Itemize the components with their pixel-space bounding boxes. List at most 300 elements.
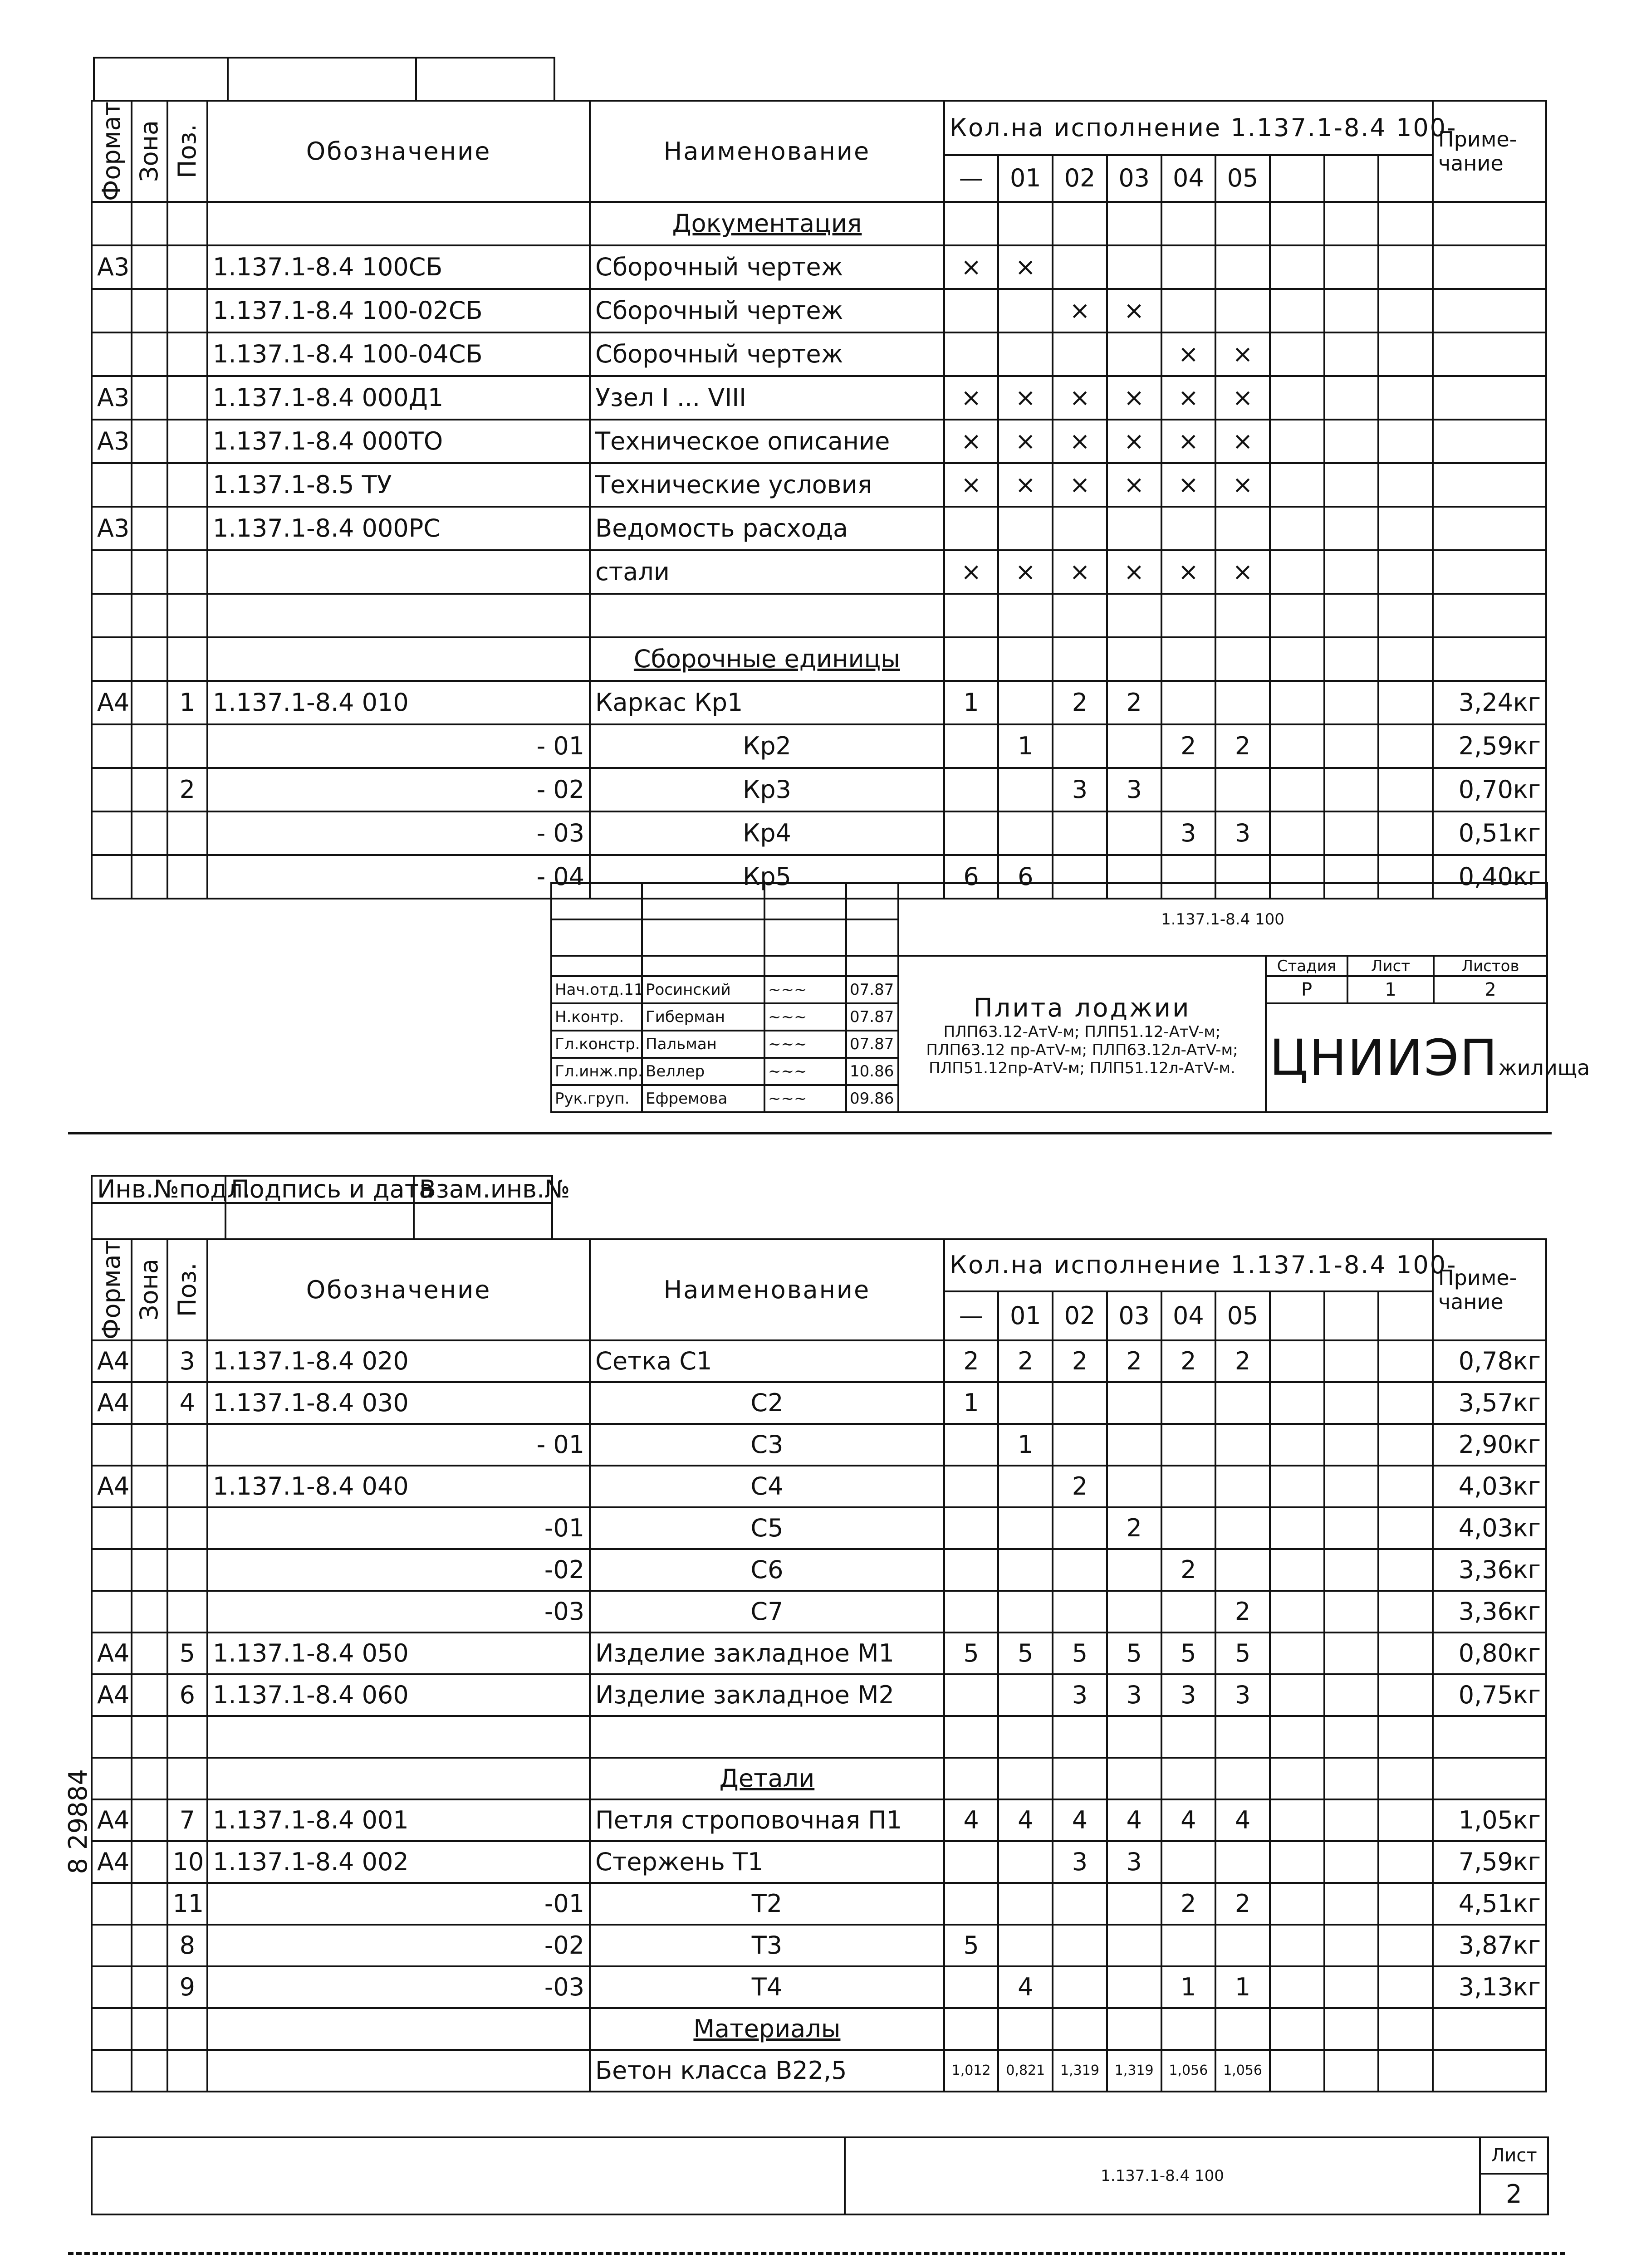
cell-zone — [132, 681, 167, 724]
cell-qty: 4 — [1161, 1799, 1216, 1841]
table-row — [92, 1716, 1546, 1758]
cell-qty: 1 — [998, 724, 1053, 768]
cell-note: 4,03кг — [1433, 1507, 1546, 1549]
cell-qty — [1324, 1841, 1379, 1883]
cell-name: Сборочный чертеж — [590, 289, 944, 332]
cell-note — [1433, 594, 1546, 637]
cell-note — [1433, 332, 1546, 376]
cell-qty — [998, 681, 1053, 724]
cell-pos — [167, 2008, 207, 2050]
section-row — [92, 1758, 1546, 1799]
cell-name: С7 — [590, 1591, 944, 1633]
cell-name: С4 — [590, 1466, 944, 1507]
stamp-date: 10.86 — [846, 1058, 898, 1085]
cell-qty — [1161, 1424, 1216, 1466]
cell-qty — [1324, 1424, 1379, 1466]
cell-note: 0,40кг — [1433, 855, 1546, 899]
table-row — [92, 1841, 1546, 1883]
cell-zone — [132, 1966, 167, 2008]
cell-note: 4,03кг — [1433, 1466, 1546, 1507]
cell-qty — [1324, 1382, 1379, 1424]
cell-qty: × — [1107, 376, 1161, 420]
cell-qty — [1053, 1925, 1107, 1966]
cell-qty — [1107, 1591, 1161, 1633]
side-archive-number: 8 29884 — [64, 1769, 93, 1874]
cell-name: Т4 — [590, 1966, 944, 2008]
cell-qty: 2 — [1215, 1340, 1270, 1382]
cell-qty — [1378, 637, 1433, 681]
cell-qty — [1324, 637, 1379, 681]
cell-qty — [1324, 594, 1379, 637]
cell-note — [1433, 550, 1546, 594]
cell-qty — [1107, 1424, 1161, 1466]
cell-qty: × — [1053, 463, 1107, 507]
cell-pos — [167, 376, 207, 420]
cell-qty — [1378, 681, 1433, 724]
table-row — [92, 332, 1546, 376]
cell-qty — [1378, 289, 1433, 332]
cell-qty — [1161, 1841, 1216, 1883]
cell-qty — [998, 1507, 1053, 1549]
cell-qty — [998, 1466, 1053, 1507]
header-format: Формат — [92, 101, 132, 202]
cell-designation: 1.137.1-8.4 100-04СБ — [207, 332, 590, 376]
cell-name: Стержень Т1 — [590, 1841, 944, 1883]
cell-qty: 5 — [1161, 1633, 1216, 1674]
cell-note — [1433, 420, 1546, 463]
cell-qty — [1270, 1966, 1324, 2008]
cell-qty — [1270, 289, 1324, 332]
cell-qty — [1270, 1674, 1324, 1716]
cell-designation: 1.137.1-8.4 100-02СБ — [207, 289, 590, 332]
cell-qty — [1215, 507, 1270, 550]
table-row — [92, 681, 1546, 724]
cell-format: А3 — [92, 376, 132, 420]
cell-qty — [944, 1591, 999, 1633]
cell-designation: 1.137.1-8.4 030 — [207, 1382, 590, 1424]
cell-qty — [1324, 1633, 1379, 1674]
cell-qty — [1053, 1883, 1107, 1925]
cell-zone — [132, 507, 167, 550]
stamp-person: Веллер — [642, 1058, 764, 1085]
stamp-title: Плита лоджии — [973, 993, 1191, 1023]
cell-qty: × — [944, 550, 999, 594]
cell-qty: 3 — [1053, 768, 1107, 811]
cell-format — [92, 1758, 132, 1799]
cell-qty — [1378, 1883, 1433, 1925]
cell-qty: 4 — [944, 1799, 999, 1841]
cell-qty — [1324, 463, 1379, 507]
header-format: Формат — [92, 1239, 132, 1340]
header-designation: Обозначение — [207, 1239, 590, 1340]
cell-qty — [944, 1841, 999, 1883]
cell-designation: 1.137.1-8.4 050 — [207, 1633, 590, 1674]
stamp-person: Пальман — [642, 1031, 764, 1058]
cell-format — [92, 1549, 132, 1591]
cell-name: Сборочный чертеж — [590, 245, 944, 289]
cell-qty — [1378, 594, 1433, 637]
cell-qty — [998, 1758, 1053, 1799]
cell-qty: × — [1161, 550, 1216, 594]
cell-qty — [998, 1841, 1053, 1883]
cell-qty — [1378, 1716, 1433, 1758]
cell-format: А3 — [92, 245, 132, 289]
cell-qty — [944, 811, 999, 855]
cell-qty — [1324, 1883, 1379, 1925]
cell-qty — [1107, 724, 1161, 768]
cell-format — [92, 811, 132, 855]
cell-name: Кр2 — [590, 724, 944, 768]
stamp-date: 07.87 — [846, 1031, 898, 1058]
stamp-role: Гл.констр. — [551, 1031, 642, 1058]
cell-qty — [1378, 1549, 1433, 1591]
table-row — [92, 376, 1546, 420]
cell-qty: × — [1215, 463, 1270, 507]
cell-zone — [132, 1424, 167, 1466]
qty-column-header — [1324, 155, 1379, 202]
cell-qty — [1107, 1966, 1161, 2008]
cell-pos — [167, 202, 207, 245]
cell-format — [92, 2050, 132, 2092]
cell-qty — [1215, 1841, 1270, 1883]
cell-designation: 1.137.1-8.4 001 — [207, 1799, 590, 1841]
qty-column-header: 02 — [1053, 1291, 1107, 1341]
cell-qty — [1161, 245, 1216, 289]
cell-qty — [944, 289, 999, 332]
table-row — [92, 768, 1546, 811]
cell-qty: × — [1161, 463, 1216, 507]
cell-pos — [167, 594, 207, 637]
cell-qty — [1324, 202, 1379, 245]
cell-qty — [1107, 811, 1161, 855]
cell-qty — [1378, 2050, 1433, 2092]
cell-qty — [1053, 2008, 1107, 2050]
cell-qty — [1270, 507, 1324, 550]
cell-qty — [944, 1883, 999, 1925]
cell-qty — [1324, 1674, 1379, 1716]
table-row — [92, 507, 1546, 550]
cell-qty — [1378, 202, 1433, 245]
cell-designation — [207, 637, 590, 681]
table-row — [92, 289, 1546, 332]
cell-qty — [1270, 1591, 1324, 1633]
cell-qty — [1270, 202, 1324, 245]
cell-qty — [1324, 420, 1379, 463]
cell-designation — [207, 550, 590, 594]
cell-qty: × — [1161, 420, 1216, 463]
sheet2-sheet-number: 2 — [1480, 2174, 1548, 2214]
cell-qty — [1270, 681, 1324, 724]
cell-qty — [1053, 1966, 1107, 2008]
cell-format — [92, 1424, 132, 1466]
cell-zone — [132, 376, 167, 420]
cell-qty — [1161, 681, 1216, 724]
cell-name — [590, 1716, 944, 1758]
cell-qty: 3 — [1053, 1841, 1107, 1883]
cell-qty — [1378, 1633, 1433, 1674]
cell-qty: 3 — [1107, 1674, 1161, 1716]
sheet2-bottom-line — [68, 2252, 1565, 2255]
qty-column-header: 05 — [1215, 1291, 1270, 1341]
cell-note: 3,36кг — [1433, 1591, 1546, 1633]
cell-qty: 2 — [1215, 1591, 1270, 1633]
cell-pos — [167, 507, 207, 550]
cell-qty — [1053, 1758, 1107, 1799]
cell-qty: 2 — [1107, 681, 1161, 724]
cell-qty — [1378, 420, 1433, 463]
cell-qty — [1378, 1507, 1433, 1549]
cell-qty — [1270, 1925, 1324, 1966]
cell-format — [92, 724, 132, 768]
cell-note: 2,59кг — [1433, 724, 1546, 768]
sheet2-inv-stub — [91, 1175, 570, 1240]
section-title: Детали — [590, 1758, 944, 1799]
cell-qty — [1324, 2050, 1379, 2092]
cell-qty: 4 — [1215, 1799, 1270, 1841]
cell-qty — [1215, 1507, 1270, 1549]
cell-zone — [132, 1549, 167, 1591]
cell-designation: - 01 — [207, 1424, 590, 1466]
cell-zone — [132, 768, 167, 811]
cell-qty: × — [1053, 420, 1107, 463]
cell-qty: × — [998, 376, 1053, 420]
cell-qty — [1324, 2008, 1379, 2050]
cell-qty — [944, 1424, 999, 1466]
cell-qty: 2 — [998, 1340, 1053, 1382]
cell-designation: - 03 — [207, 811, 590, 855]
cell-qty — [1270, 245, 1324, 289]
cell-zone — [132, 1633, 167, 1674]
cell-qty — [1270, 1424, 1324, 1466]
cell-qty: × — [1161, 376, 1216, 420]
cell-designation: -02 — [207, 1925, 590, 1966]
cell-qty — [1378, 1841, 1433, 1883]
cell-qty — [1270, 1841, 1324, 1883]
cell-note — [1433, 507, 1546, 550]
cell-qty: 3 — [1161, 1674, 1216, 1716]
cell-qty — [944, 1674, 999, 1716]
cell-qty — [1107, 1466, 1161, 1507]
cell-name: Т3 — [590, 1925, 944, 1966]
cell-format: А3 — [92, 420, 132, 463]
header-designation: Обозначение — [207, 101, 590, 202]
cell-qty — [1107, 637, 1161, 681]
cell-zone — [132, 637, 167, 681]
table-row — [92, 550, 1546, 594]
cell-qty — [1107, 1549, 1161, 1591]
cell-qty: × — [944, 376, 999, 420]
cell-qty — [1270, 1466, 1324, 1507]
cell-zone — [132, 1799, 167, 1841]
cell-name: С2 — [590, 1382, 944, 1424]
cell-qty — [1161, 1507, 1216, 1549]
inv-label: Подпись и дата — [225, 1176, 414, 1203]
qty-column-header — [1324, 1291, 1379, 1341]
cell-zone — [132, 1466, 167, 1507]
cell-qty — [1324, 811, 1379, 855]
cell-designation — [207, 1758, 590, 1799]
table-row — [92, 463, 1546, 507]
sheet1-top-stub — [93, 57, 555, 102]
cell-name: С5 — [590, 1507, 944, 1549]
cell-qty: 2 — [1161, 1549, 1216, 1591]
cell-qty — [1053, 507, 1107, 550]
table-row — [92, 1883, 1546, 1925]
cell-qty: 1,056 — [1215, 2050, 1270, 2092]
cell-qty — [1053, 1591, 1107, 1633]
cell-format: А4 — [92, 1382, 132, 1424]
cell-qty — [1053, 1424, 1107, 1466]
qty-column-header: — — [944, 155, 999, 202]
cell-zone — [132, 202, 167, 245]
cell-note: 0,80кг — [1433, 1633, 1546, 1674]
stamp-date: 09.86 — [846, 1085, 898, 1112]
qty-column-header: 03 — [1107, 155, 1161, 202]
cell-zone — [132, 550, 167, 594]
cell-pos — [167, 420, 207, 463]
cell-designation: - 04 — [207, 855, 590, 899]
cell-qty — [1161, 1382, 1216, 1424]
cell-qty — [1161, 1466, 1216, 1507]
cell-qty — [1107, 1925, 1161, 1966]
cell-qty: 0,821 — [998, 2050, 1053, 2092]
stamp-person: Ефремова — [642, 1085, 764, 1112]
cell-qty: 1 — [1215, 1966, 1270, 2008]
table-row — [92, 811, 1546, 855]
stamp-stage: Р — [1266, 976, 1347, 1003]
cell-qty: × — [944, 420, 999, 463]
stamp-subtitle-3: ПЛП51.12пр-АтV-м; ПЛП51.12л-АтV-м. — [929, 1059, 1235, 1077]
cell-designation — [207, 1716, 590, 1758]
stamp-date: 07.87 — [846, 976, 898, 1003]
cell-zone — [132, 2050, 167, 2092]
cell-qty — [1378, 463, 1433, 507]
table-row — [92, 1340, 1546, 1382]
cell-qty — [998, 1674, 1053, 1716]
cell-zone — [132, 1841, 167, 1883]
cell-qty — [1324, 1591, 1379, 1633]
cell-name: Техническое описание — [590, 420, 944, 463]
cell-note: 7,59кг — [1433, 1841, 1546, 1883]
cell-designation: 1.137.1-8.4 020 — [207, 1340, 590, 1382]
cell-qty — [1215, 1716, 1270, 1758]
stamp-stage-label: Стадия — [1266, 956, 1347, 976]
cell-name: Сборочный чертеж — [590, 332, 944, 376]
cell-format: А4 — [92, 1340, 132, 1382]
cell-designation: 1.137.1-8.4 000ТО — [207, 420, 590, 463]
cell-pos: 4 — [167, 1382, 207, 1424]
cell-qty — [998, 768, 1053, 811]
cell-qty — [944, 1466, 999, 1507]
table-row — [92, 1591, 1546, 1633]
qty-column-header: 04 — [1161, 155, 1216, 202]
cell-format — [92, 289, 132, 332]
cell-pos: 3 — [167, 1340, 207, 1382]
cell-format — [92, 1716, 132, 1758]
cell-qty — [1053, 811, 1107, 855]
cell-qty — [1161, 1925, 1216, 1966]
cell-name: Кр3 — [590, 768, 944, 811]
cell-qty — [944, 1507, 999, 1549]
qty-column-header: 01 — [998, 155, 1053, 202]
cell-zone — [132, 1716, 167, 1758]
cell-zone — [132, 1883, 167, 1925]
cell-designation: 1.137.1-8.4 010 — [207, 681, 590, 724]
cell-qty — [1107, 594, 1161, 637]
cell-name: Кр5 — [590, 855, 944, 899]
cell-qty — [944, 332, 999, 376]
cell-format — [92, 1883, 132, 1925]
cell-qty: 3 — [1107, 1841, 1161, 1883]
cell-qty — [998, 1382, 1053, 1424]
cell-qty: 1,056 — [1161, 2050, 1216, 2092]
cell-pos — [167, 1466, 207, 1507]
cell-qty: 5 — [998, 1633, 1053, 1674]
stamp-sheets: 2 — [1434, 976, 1547, 1003]
cell-designation: -01 — [207, 1507, 590, 1549]
cell-zone — [132, 594, 167, 637]
cell-designation: - 01 — [207, 724, 590, 768]
cell-zone — [132, 1591, 167, 1633]
cell-qty — [1270, 2050, 1324, 2092]
cell-qty: 1,012 — [944, 2050, 999, 2092]
cell-qty — [1378, 550, 1433, 594]
cell-qty — [1270, 1799, 1324, 1841]
cell-note: 0,78кг — [1433, 1340, 1546, 1382]
cell-designation: -02 — [207, 1549, 590, 1591]
cell-note — [1433, 245, 1546, 289]
cell-pos — [167, 1758, 207, 1799]
qty-column-header: — — [944, 1291, 999, 1341]
cell-qty — [1324, 1549, 1379, 1591]
cell-note — [1433, 2008, 1546, 2050]
cell-qty: 4 — [1107, 1799, 1161, 1841]
cell-note: 0,75кг — [1433, 1674, 1546, 1716]
cell-qty — [1270, 1382, 1324, 1424]
table-row — [92, 1674, 1546, 1716]
section-row — [92, 202, 1546, 245]
inv-label: Инв.№подл. — [92, 1176, 225, 1203]
cell-qty — [1324, 768, 1379, 811]
cell-qty: 2 — [1161, 1340, 1216, 1382]
cell-pos: 1 — [167, 681, 207, 724]
cell-qty: 1 — [1161, 1966, 1216, 2008]
cell-designation — [207, 594, 590, 637]
stamp-role: Нач.отд.11 — [551, 976, 642, 1003]
cell-format — [92, 1591, 132, 1633]
cell-pos: 10 — [167, 1841, 207, 1883]
cell-qty — [1324, 1340, 1379, 1382]
cell-qty — [998, 332, 1053, 376]
cell-qty — [998, 1925, 1053, 1966]
cell-qty: × — [1215, 420, 1270, 463]
cell-zone — [132, 332, 167, 376]
cell-qty — [1161, 637, 1216, 681]
cell-note: 0,51кг — [1433, 811, 1546, 855]
cell-zone — [132, 1382, 167, 1424]
cell-designation: 1.137.1-8.4 040 — [207, 1466, 590, 1507]
stamp-subtitle-1: ПЛП63.12-АтV-м; ПЛП51.12-АтV-м; — [943, 1023, 1221, 1041]
cell-qty — [944, 1716, 999, 1758]
cell-designation — [207, 2050, 590, 2092]
cell-qty: 4 — [998, 1799, 1053, 1841]
cell-format: А4 — [92, 1799, 132, 1841]
cell-qty — [1270, 376, 1324, 420]
cell-qty: × — [944, 463, 999, 507]
cell-qty — [1378, 724, 1433, 768]
sheet1-spec-table — [91, 100, 1547, 899]
table-row — [92, 245, 1546, 289]
